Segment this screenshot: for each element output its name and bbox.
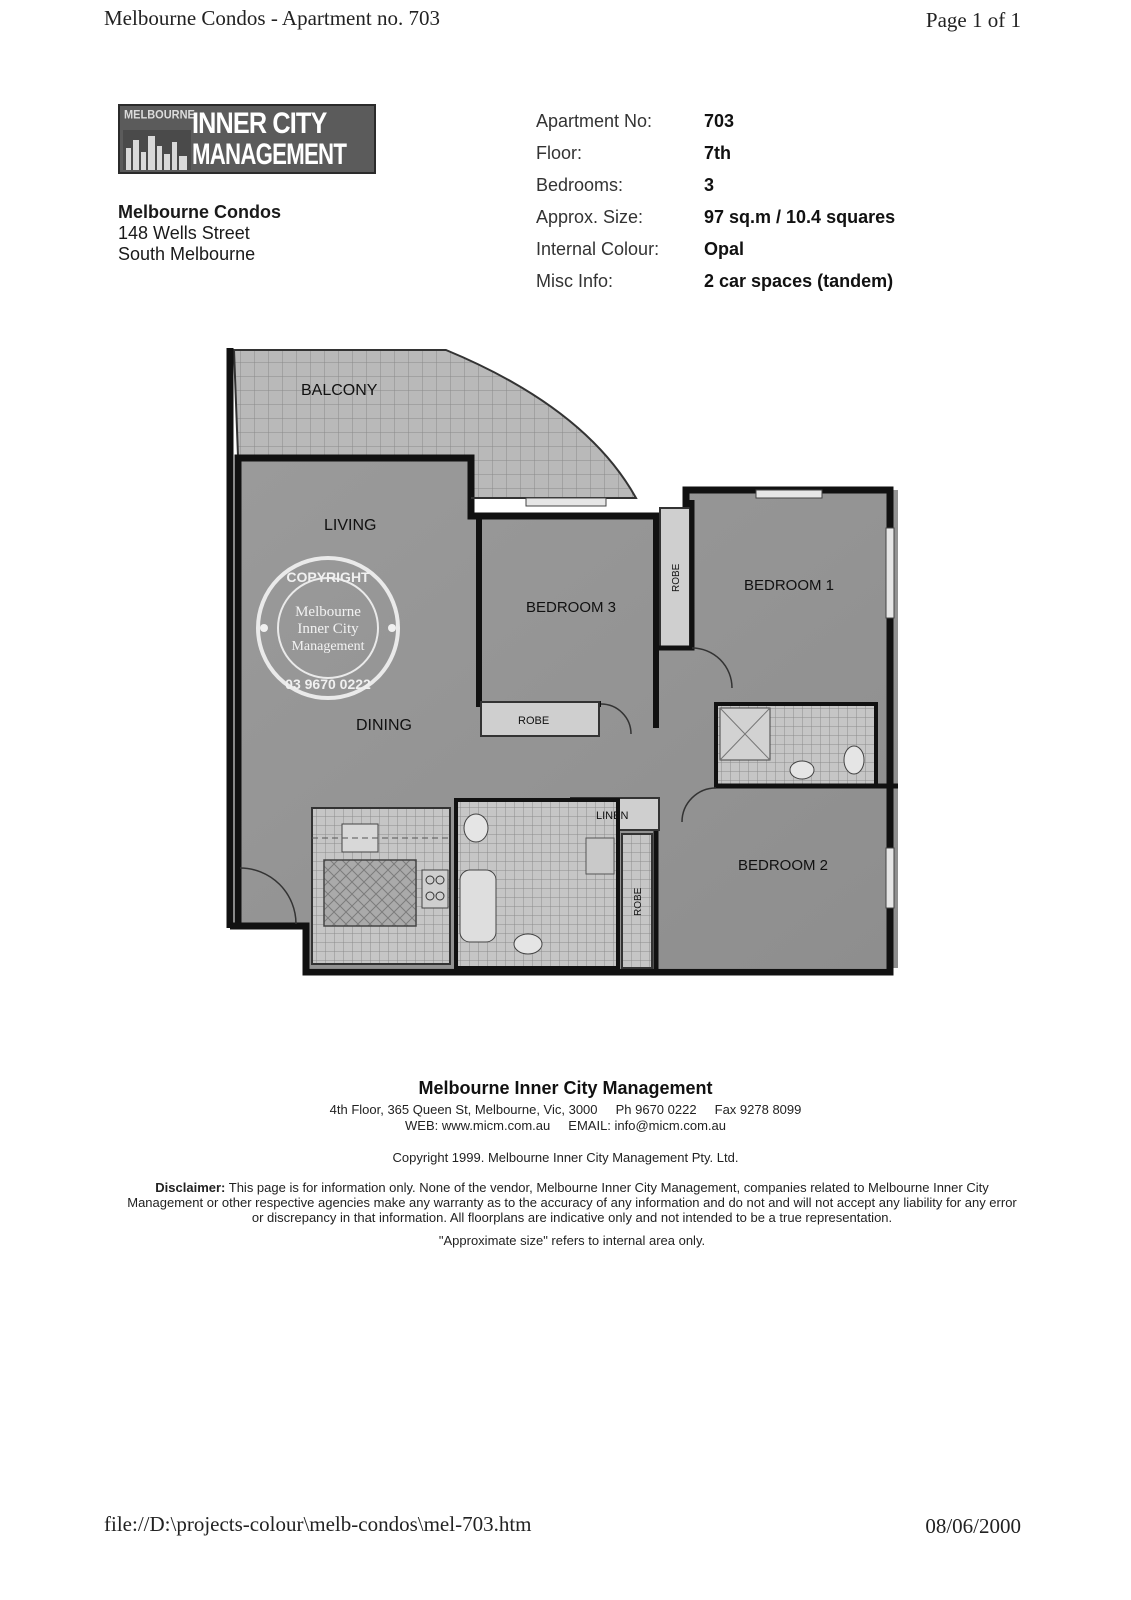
print-header-page: Page 1 of 1 xyxy=(925,8,1021,32)
detail-value: Opal xyxy=(704,239,745,259)
robe-label-bed1: ROBE xyxy=(671,563,682,592)
detail-label: Bedrooms: xyxy=(536,175,624,195)
stamp-line-2: Inner City xyxy=(297,621,359,637)
detail-row xyxy=(536,110,895,142)
company-web[interactable]: WEB: www.micm.com.au xyxy=(405,1118,551,1133)
detail-value: 2 car spaces (tandem) xyxy=(704,271,894,291)
room-label-balcony: BALCONY xyxy=(301,382,378,399)
detail-row xyxy=(536,238,895,270)
disclaimer-text: This page is for information only. None of the vendor, Melbourne Inner City Management, companies related to Melbourne Inner City Management or other respective agencies make any warranty as to the accuracy of any information and do not and will not accept any liability for any error or discrepancy in that information. All floorplans are indicative only and not intended to be a true representation. xyxy=(127,1180,1017,1225)
company-fax: Fax 9278 8099 xyxy=(714,1102,802,1117)
disclaimer-note: "Approximate size" refers to internal area only. xyxy=(438,1233,706,1248)
property-name: Melbourne Condos xyxy=(118,202,281,222)
detail-value: 3 xyxy=(704,175,715,195)
detail-value: 7th xyxy=(704,143,731,163)
company-contact-line xyxy=(0,1102,1131,1117)
disclaimer xyxy=(122,1180,1022,1248)
stamp-line-3: Management xyxy=(291,639,365,654)
property-street: 148 Wells Street xyxy=(118,223,250,243)
detail-label: Misc Info: xyxy=(536,271,614,291)
detail-label: Floor: xyxy=(536,143,583,163)
detail-row xyxy=(536,142,895,174)
detail-label: Approx. Size: xyxy=(536,207,644,227)
company-web-line xyxy=(0,1118,1131,1133)
detail-value: 97 sq.m / 10.4 squares xyxy=(704,207,896,227)
company-phone: Ph 9670 0222 xyxy=(615,1102,697,1117)
detail-row xyxy=(536,174,895,206)
stamp-line-1: Melbourne xyxy=(295,604,361,620)
detail-row xyxy=(536,206,895,238)
room-label-bedroom1: BEDROOM 1 xyxy=(744,577,835,594)
logo-small-text: MELBOURNE xyxy=(124,108,195,122)
print-footer-date: 08/06/2000 xyxy=(925,1514,1021,1538)
company-logo xyxy=(118,104,376,174)
linen-label: LINEN xyxy=(596,810,629,822)
detail-label: Internal Colour: xyxy=(536,239,660,259)
stamp-top-text: COPYRIGHT xyxy=(286,569,370,585)
detail-row xyxy=(536,270,895,302)
logo-line-1: INNER CITY xyxy=(192,107,327,140)
room-label-bedroom2: BEDROOM 2 xyxy=(738,857,829,874)
floor-plan xyxy=(226,348,916,988)
company-name: Melbourne Inner City Management xyxy=(418,1078,713,1098)
detail-label: Apartment No: xyxy=(536,111,653,131)
property-address xyxy=(118,202,281,265)
logo-line-2: MANAGEMENT xyxy=(192,138,347,171)
robe-label-bed2: ROBE xyxy=(633,887,644,916)
disclaimer-label: Disclaimer: xyxy=(155,1180,226,1195)
robe-label-bed3: ROBE xyxy=(518,715,550,727)
room-label-bedroom3: BEDROOM 3 xyxy=(526,599,617,616)
copyright-notice: Copyright 1999. Melbourne Inner City Management Pty. Ltd. xyxy=(392,1150,739,1165)
property-suburb: South Melbourne xyxy=(118,244,256,264)
city-skyline-icon xyxy=(123,130,191,170)
copyright-stamp xyxy=(258,558,398,698)
company-email[interactable]: EMAIL: info@micm.com.au xyxy=(568,1118,726,1133)
apartment-details xyxy=(536,110,895,302)
print-footer-path: file://D:\projects-colour\melb-condos\mel-703.htm xyxy=(104,1512,532,1536)
company-address: 4th Floor, 365 Queen St, Melbourne, Vic, 3000 xyxy=(329,1102,598,1117)
print-header-title: Melbourne Condos - Apartment no. 703 xyxy=(104,6,440,30)
detail-value: 703 xyxy=(704,111,735,131)
room-label-living: LIVING xyxy=(324,517,377,534)
room-label-dining: DINING xyxy=(356,717,412,734)
stamp-bottom-text: 03 9670 0222 xyxy=(285,676,371,692)
